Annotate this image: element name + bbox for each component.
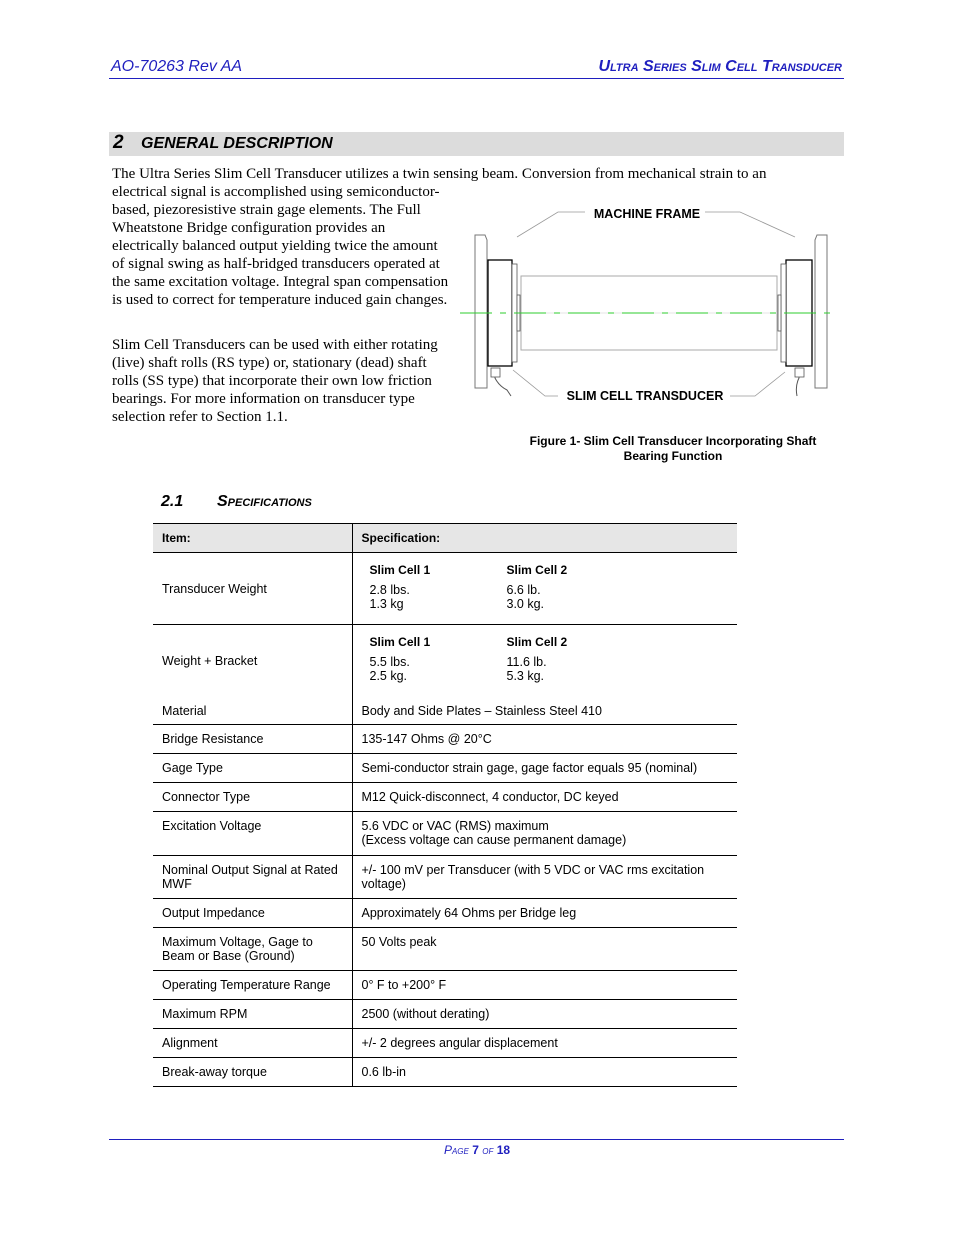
table-row xyxy=(153,970,737,999)
table-cell-item: Maximum Voltage, Gage to Beam or Base (Ground) xyxy=(153,927,352,970)
doc-title: Ultra Series Slim Cell Transducer xyxy=(598,58,842,75)
paragraph-1-first-line: The Ultra Series Slim Cell Transducer utilizes a twin sensing beam. Conversion from mechanical strain to an xyxy=(112,166,767,182)
weight-cell1-lbs: 2.8 lbs. xyxy=(369,583,410,597)
slim-cell-transducer-label: SLIM CELL TRANSDUCER xyxy=(566,389,724,403)
section-number: 2 xyxy=(113,132,124,153)
slim-cell-1-header: Slim Cell 1 xyxy=(369,563,431,577)
table-cell-spec: +/- 100 mV per Transducer (with 5 VDC or VAC rms excitation voltage) xyxy=(352,855,737,898)
slim-cell-2-header: Slim Cell 2 xyxy=(506,563,568,577)
table-cell-item: Alignment xyxy=(153,1028,352,1057)
table-cell-spec: +/- 2 degrees angular displacement xyxy=(352,1028,737,1057)
table-row xyxy=(153,927,737,970)
table-row xyxy=(153,697,737,725)
table-cell-spec: 2500 (without derating) xyxy=(352,999,737,1028)
subsection-number: 2.1 xyxy=(161,493,184,510)
table-row xyxy=(153,811,737,855)
table-cell-spec xyxy=(352,553,737,625)
table-row xyxy=(153,999,737,1028)
table-row xyxy=(153,625,737,697)
table-cell-item: Maximum RPM xyxy=(153,999,352,1028)
weight-cell1-kg: 1.3 kg xyxy=(369,597,404,611)
table-cell-spec xyxy=(352,625,737,697)
page-total: 18 xyxy=(496,1143,511,1157)
page-word: Page xyxy=(443,1143,469,1157)
table-cell-item: Operating Temperature Range xyxy=(153,970,352,999)
table-cell-item: Weight + Bracket xyxy=(153,625,352,697)
page-footer xyxy=(0,1143,954,1157)
doc-number: AO-70263 Rev AA xyxy=(111,58,243,75)
bracket-cell2-kg: 5.3 kg. xyxy=(506,669,545,683)
table-row xyxy=(153,782,737,811)
figure-caption: Figure 1- Slim Cell Transducer Incorporating Shaft Bearing Function xyxy=(529,434,817,463)
table-header-row xyxy=(153,524,737,553)
table-cell-spec: 50 Volts peak xyxy=(352,927,737,970)
table-row xyxy=(153,753,737,782)
paragraph-1: electrical signal is accomplished using semiconductor-based, piezoresistive strain gage elements. The Full Wheatstone Bridge configuration provides an electrically balanced output yielding twice the amount of signal swing as half-bridged transducers operated at the same excitation voltage. Integral span compensation is used to correct for temperature induced gain changes. xyxy=(112,184,449,308)
footer-rule xyxy=(109,1139,844,1140)
bracket-cell2-lbs: 11.6 lb. xyxy=(506,655,547,669)
table-cell-item: Material xyxy=(153,697,352,725)
table-cell-spec: Approximately 64 Ohms per Bridge leg xyxy=(352,898,737,927)
table-row xyxy=(153,1028,737,1057)
table-cell-item: Excitation Voltage xyxy=(153,811,352,855)
table-row xyxy=(153,1057,737,1086)
weight-cell2-lbs: 6.6 lb. xyxy=(506,583,541,597)
table-cell-item: Connector Type xyxy=(153,782,352,811)
subsection-title: Specifications xyxy=(217,493,312,510)
page-number: 7 xyxy=(472,1143,479,1157)
slim-cell-diagram xyxy=(455,200,845,410)
header-rule xyxy=(109,78,844,79)
table-cell-item: Nominal Output Signal at Rated MWF xyxy=(153,855,352,898)
section-title: GENERAL DESCRIPTION xyxy=(141,135,333,152)
table-row xyxy=(153,724,737,753)
right-frame xyxy=(815,235,827,388)
table-row xyxy=(153,898,737,927)
table-cell-item: Break-away torque xyxy=(153,1057,352,1086)
table-cell-spec: 0.6 lb-in xyxy=(352,1057,737,1086)
bracket-cell1-kg: 2.5 kg. xyxy=(369,669,408,683)
table-cell-spec: Body and Side Plates – Stainless Steel 410 xyxy=(352,697,737,725)
specifications-table xyxy=(153,523,737,1087)
table-cell-spec: M12 Quick-disconnect, 4 conductor, DC keyed xyxy=(352,782,737,811)
table-cell-item: Output Impedance xyxy=(153,898,352,927)
table-cell-item: Transducer Weight xyxy=(153,553,352,625)
paragraph-2: Slim Cell Transducers can be used with either rotating (live) shaft rolls (RS type) or, stationary (dead) shaft rolls (SS type) that incorporate their own low friction bearings. For more information on transducer type selection refer to Section 1.1. xyxy=(112,337,438,425)
slim-cell-2-header: Slim Cell 2 xyxy=(506,635,568,649)
of-word: of xyxy=(482,1143,494,1157)
weight-cell2-kg: 3.0 kg. xyxy=(506,597,545,611)
table-cell-item: Gage Type xyxy=(153,753,352,782)
table-row xyxy=(153,855,737,898)
excitation-spec-line-2: (Excess voltage can cause permanent damage) xyxy=(361,832,627,847)
excitation-spec-line-1: 5.6 VDC or VAC (RMS) maximum xyxy=(361,818,549,833)
bracket-cell1-lbs: 5.5 lbs. xyxy=(369,655,410,669)
left-frame xyxy=(475,235,487,388)
machine-frame-label: MACHINE FRAME xyxy=(593,207,701,221)
table-cell-item: Bridge Resistance xyxy=(153,724,352,753)
table-row xyxy=(153,553,737,625)
spec-column-header: Specification: xyxy=(352,524,737,553)
item-column-header: Item: xyxy=(153,524,352,553)
slim-cell-1-header: Slim Cell 1 xyxy=(369,635,431,649)
table-cell-spec xyxy=(352,811,737,855)
table-cell-spec: Semi-conductor strain gage, gage factor equals 95 (nominal) xyxy=(352,753,737,782)
table-cell-spec: 135-147 Ohms @ 20°C xyxy=(352,724,737,753)
slim-cell-figure xyxy=(455,200,845,410)
table-cell-spec: 0° F to +200° F xyxy=(352,970,737,999)
